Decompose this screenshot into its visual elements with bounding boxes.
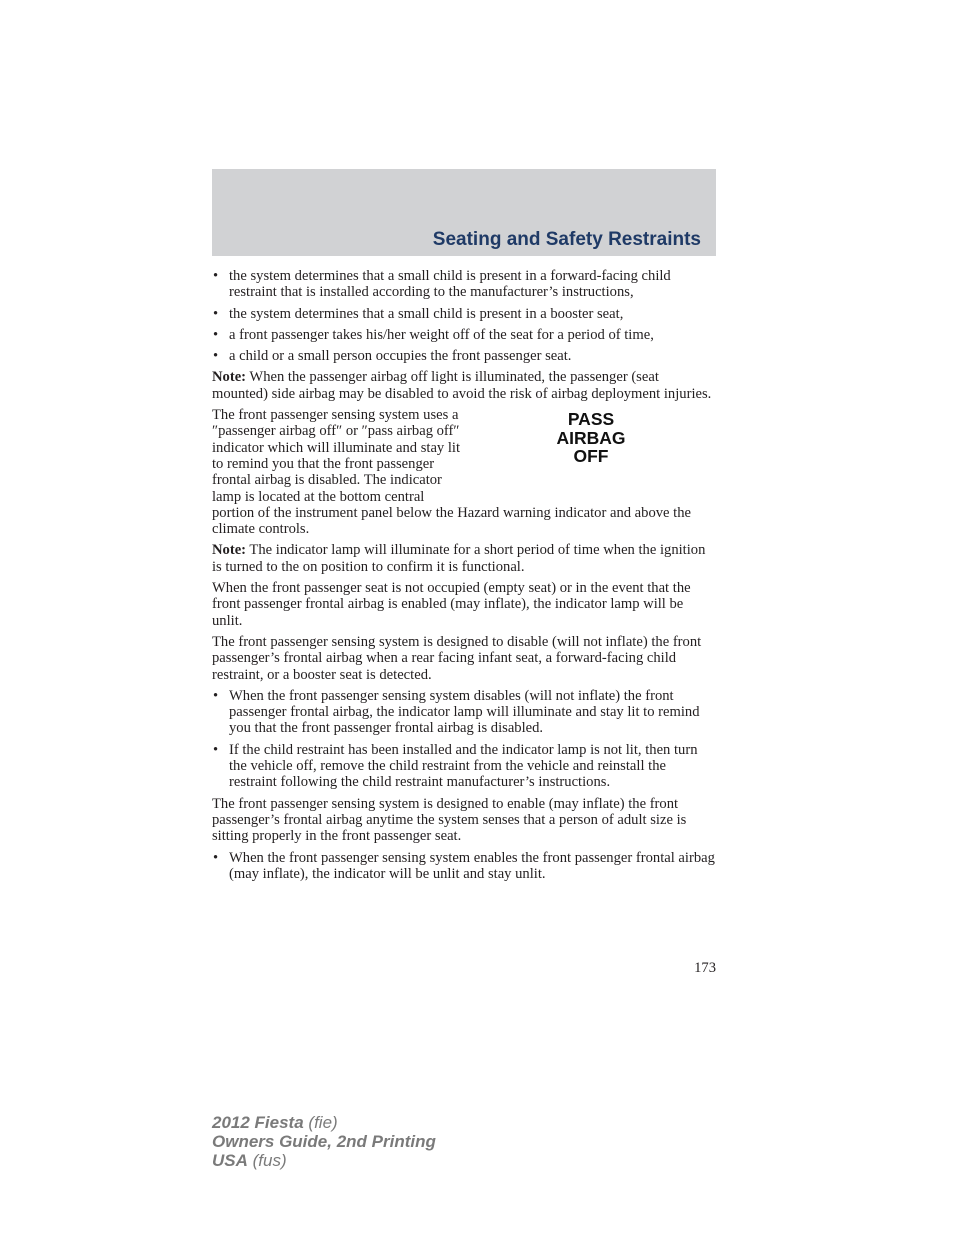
- body-paragraph: The front passenger sensing system is designed to enable (may inflate) the front passenger’s frontal airbag anytime the system senses that a person of adult size is sitting properly in the front passenger seat.: [212, 795, 687, 845]
- list-item-text: a child or a small person occupies the front passenger seat.: [229, 348, 572, 365]
- list-item-text: a front passenger takes his/her weight off of the seat for a period of time,: [229, 326, 654, 343]
- footer-line-guide: Owners Guide, 2nd Printing: [212, 1132, 436, 1151]
- note-paragraph: [212, 542, 716, 575]
- bullet-icon: •: [213, 687, 219, 704]
- list-item-text: When the front passenger sensing system disables (will not inflate) the front passenger frontal airbag, the indicator lamp will illuminate and stay lit to remind you that the front passenger frontal airbag is disabled.: [229, 687, 700, 737]
- note-text: The indicator lamp will illuminate for a short period of time when the ignition is turned to the on position to confirm it is functional.: [212, 542, 706, 575]
- list-item: [212, 742, 716, 791]
- note-label: Note:: [212, 369, 247, 386]
- pass-airbag-off-indicator-icon: [462, 407, 716, 491]
- note-label: Note:: [212, 542, 247, 559]
- indicator-line-airbag: AIRBAG: [556, 427, 626, 448]
- bullet-icon: •: [213, 849, 219, 866]
- list-item: [212, 306, 716, 322]
- indicator-section: [212, 407, 716, 537]
- body-paragraph: When the front passenger seat is not occupied (empty seat) or in the event that the front passenger frontal airbag is enabled (may inflate), the indicator lamp will be unlit.: [212, 580, 691, 629]
- footer-line-model: 2012 Fiesta (fie): [212, 1113, 338, 1132]
- list-item-text: If the child restraint has been installed and the indicator lamp is not lit, then turn the vehicle off, remove the child restraint from the vehicle and reinstall the restraint following the child restraint manufacturer’s instructions.: [229, 741, 698, 791]
- note-text: When the passenger airbag off light is illuminated, the passenger (seat mounted) side airbag may be disabled to avoid the risk of airbag deployment injuries.: [212, 369, 712, 402]
- list-item: [212, 327, 716, 343]
- page-content: [212, 268, 716, 887]
- bullet-icon: •: [213, 268, 219, 284]
- indicator-line-pass: PASS: [567, 409, 615, 430]
- footer-edition-info: [212, 1113, 436, 1170]
- list-item-text: the system determines that a small child is present in a booster seat,: [229, 305, 624, 322]
- list-item-text: the system determines that a small child is present in a forward-facing child restraint that is installed according to the manufacturer’s instructions,: [229, 268, 671, 301]
- list-item: [212, 688, 716, 737]
- list-item-text: When the front passenger sensing system enables the front passenger frontal airbag (may inflate), the indicator will be unlit and stay unlit.: [229, 849, 715, 882]
- list-item: [212, 348, 716, 364]
- footer-line-region: USA (fus): [212, 1151, 287, 1170]
- list-item: [212, 850, 716, 883]
- body-paragraph: The front passenger sensing system is designed to disable (will not inflate) the front passenger’s frontal airbag when a rear facing infant seat, a forward-facing child restraint, or a booster seat is detected.: [212, 633, 702, 683]
- indicator-paragraph: The front passenger sensing system uses a ″passenger airbag off″ or ″pass airbag off″ indicator which will illuminate and stay lit to remind you that the front passenger frontal airbag is disabled. The indicator lamp is located at the bottom central portion of the instrument panel below the Hazard warning indicator and above the climate controls.: [212, 407, 692, 538]
- page-number: 173: [694, 960, 716, 976]
- bullet-icon: •: [213, 326, 219, 343]
- bullet-icon: •: [213, 348, 219, 365]
- indicator-line-off: OFF: [573, 446, 609, 467]
- note-paragraph: [212, 369, 716, 402]
- list-item: [212, 268, 716, 301]
- bullet-icon: •: [213, 305, 219, 322]
- section-header-band: [212, 169, 716, 256]
- section-title: Seating and Safety Restraints: [432, 229, 701, 250]
- bullet-icon: •: [213, 741, 219, 758]
